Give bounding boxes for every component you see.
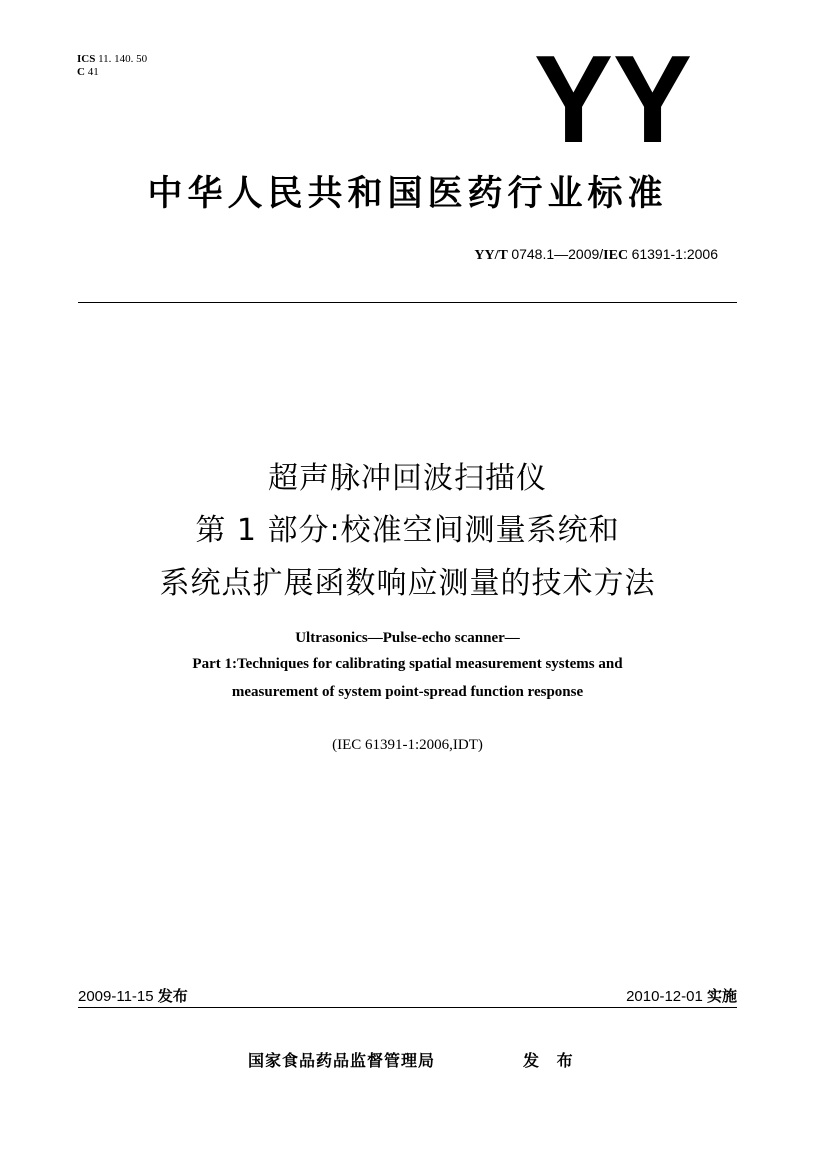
equivalence-note: (IEC 61391-1:2006,IDT) xyxy=(332,737,483,753)
ccs-code: 41 xyxy=(87,66,99,78)
issue-date: 2009-11-15 xyxy=(78,988,154,1005)
title-en-line3: measurement of system point-spread function response xyxy=(231,684,584,700)
publish-label: 发 布 xyxy=(523,1051,579,1070)
standard-number-iec: IEC xyxy=(603,248,629,263)
standard-number-iec-code: 61391-1:2006 xyxy=(631,246,718,262)
issue-label: 发布 xyxy=(157,987,188,1005)
standard-number xyxy=(474,246,718,264)
issue-date-block xyxy=(78,985,188,1006)
implement-date: 2010-12-01 xyxy=(626,988,703,1005)
ics-code: 11. 140. 50 xyxy=(98,53,148,65)
title-cn-line1: 超声脉冲回波扫描仪 xyxy=(268,461,547,496)
title-en-line2: Part 1:Techniques for calibrating spatial measurement systems and xyxy=(192,656,623,672)
standard-title: 中华人民共和国医药行业标准 xyxy=(147,174,668,214)
yy-logo xyxy=(533,50,693,150)
ics-label: ICS xyxy=(77,53,96,65)
ccs-line xyxy=(77,66,147,79)
top-divider xyxy=(78,302,737,303)
ccs-label: C xyxy=(77,66,85,78)
title-cn-line2: 第 1 部分:校准空间测量系统和 xyxy=(195,513,620,548)
implement-label: 实施 xyxy=(706,987,737,1005)
publisher-name: 国家食品药品监督管理局 xyxy=(248,1051,436,1070)
implement-date-block xyxy=(626,985,737,1006)
classification-codes xyxy=(77,53,147,79)
ics-line xyxy=(77,53,147,66)
title-cn-line3: 系统点扩展函数响应测量的技术方法 xyxy=(159,566,656,601)
standard-number-main: 0748.1—2009/ xyxy=(511,246,604,262)
title-en-line1: Ultrasonics—Pulse-echo scanner— xyxy=(295,630,520,646)
yy-logo-text: YY xyxy=(534,50,692,150)
bottom-divider xyxy=(78,1007,737,1008)
standard-number-prefix: YY/T xyxy=(474,248,508,263)
